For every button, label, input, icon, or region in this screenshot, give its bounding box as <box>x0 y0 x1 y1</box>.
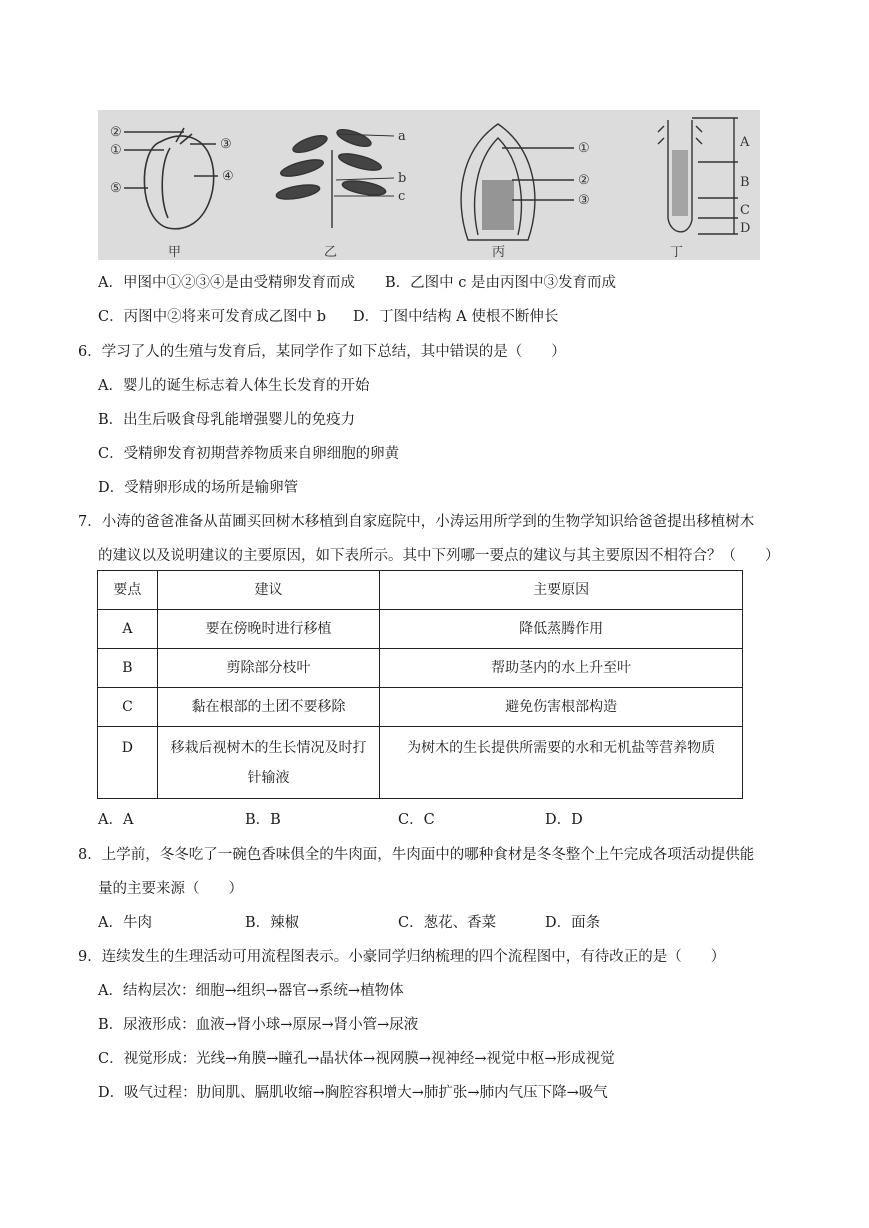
diagram-jia <box>124 128 218 229</box>
biology-figure <box>98 110 760 260</box>
table-header-row <box>98 571 743 610</box>
label-ding-C: C <box>740 203 750 218</box>
table-row <box>98 649 743 688</box>
label-jia-5: ⑤ <box>110 181 122 196</box>
q8-option-b: B．辣椒 <box>245 915 300 931</box>
label-jia-1: ① <box>110 143 122 158</box>
table-row <box>98 727 743 799</box>
diagram-bing <box>461 124 574 240</box>
q5-option-d: D．丁图中结构 A 使根不断伸长 <box>353 309 559 325</box>
q9-option-d: D．吸气过程：肋间肌、膈肌收缩→胸腔容积增大→肺扩张→肺内气压下降→吸气 <box>98 1085 608 1101</box>
q8-option-d: D．面条 <box>545 915 601 931</box>
q7-option-b: B．B <box>245 812 281 828</box>
q5-option-b: B．乙图中 c 是由丙图中③发育而成 <box>385 275 616 291</box>
table-cell: 帮助茎内的水上升至叶 <box>380 649 743 688</box>
table-cell: 黏在根部的土团不要移除 <box>157 688 379 727</box>
table-cell-line: 移栽后视树木的生长情况及时打 <box>170 739 367 756</box>
q6-option-d: D．受精卵形成的场所是输卵管 <box>98 480 299 496</box>
caption-bing: 丙 <box>492 245 506 260</box>
table-cell: A <box>98 610 158 649</box>
q6-option-a: A．婴儿的诞生标志着人体生长发育的开始 <box>98 378 370 394</box>
label-jia-4: ④ <box>222 169 234 184</box>
caption-jia: 甲 <box>168 245 182 260</box>
diagram-yi <box>275 126 394 228</box>
table-cell: 要在傍晚时进行移植 <box>157 610 379 649</box>
label-yi-a: a <box>398 129 406 144</box>
label-jia-3: ③ <box>220 137 232 152</box>
table-cell: 为树木的生长提供所需要的水和无机盐等营养物质 <box>380 727 743 799</box>
table-cell-line: 针输液 <box>247 769 290 786</box>
table-header-cell: 建议 <box>157 571 379 610</box>
q8-stem-line1: 8．上学前，冬冬吃了一碗色香味俱全的牛肉面，牛肉面中的哪种食材是冬冬整个上午完成各项活动提供能 <box>78 847 755 863</box>
q7-stem-line2: 的建议以及说明建议的主要原因，如下表所示。其中下列哪一要点的建议与其主要原因不相符合？（ ） <box>98 548 780 564</box>
q6-stem: 6．学习了人的生殖与发育后，某同学作了如下总结，其中错误的是（ ） <box>78 344 566 360</box>
table-cell: D <box>98 727 158 799</box>
q7-option-c: C．C <box>398 812 435 828</box>
figure-svg <box>98 110 760 260</box>
table-cell: 避免伤害根部构造 <box>380 688 743 727</box>
table-header-cell: 要点 <box>98 571 158 610</box>
label-yi-c: c <box>398 189 406 204</box>
table-cell: 降低蒸腾作用 <box>380 610 743 649</box>
label-jia-2: ② <box>110 125 122 140</box>
q9-option-a: A．结构层次：细胞→组织→器官→系统→植物体 <box>98 983 404 999</box>
q5-option-a: A．甲图中①②③④是由受精卵发育而成 <box>98 275 355 291</box>
label-ding-B: B <box>740 175 750 190</box>
q5-option-c: C．丙图中②将来可发育成乙图中 b <box>98 309 326 325</box>
table-header-cell: 主要原因 <box>380 571 743 610</box>
label-ding-D: D <box>740 221 751 236</box>
q8-stem-line2: 量的主要来源（ ） <box>98 881 243 897</box>
q8-option-a: A．牛肉 <box>98 915 152 931</box>
table-cell-multiline <box>157 727 379 799</box>
q7-stem-line1: 7．小涛的爸爸准备从苗圃买回树木移植到自家庭院中，小涛运用所学到的生物学知识给爸爸提出移植树木 <box>78 514 755 530</box>
q7-option-a: A．A <box>98 812 134 828</box>
diagram-ding <box>658 118 738 234</box>
label-yi-b: b <box>398 171 407 186</box>
table-row <box>98 688 743 727</box>
label-bing-2: ② <box>578 173 590 188</box>
table-row <box>98 610 743 649</box>
q9-option-b: B．尿液形成：血液→肾小球→原尿→肾小管→尿液 <box>98 1017 419 1033</box>
table-cell: 剪除部分枝叶 <box>157 649 379 688</box>
q8-option-c: C．葱花、香菜 <box>398 915 497 931</box>
table-cell: C <box>98 688 158 727</box>
table-cell: B <box>98 649 158 688</box>
q9-option-c: C．视觉形成：光线→角膜→瞳孔→晶状体→视网膜→视神经→视觉中枢→形成视觉 <box>98 1051 615 1067</box>
q7-table <box>97 570 743 799</box>
label-ding-A: A <box>740 135 750 150</box>
caption-yi: 乙 <box>324 245 338 260</box>
q6-option-b: B．出生后吸食母乳能增强婴儿的免疫力 <box>98 412 356 428</box>
q7-option-d: D．D <box>545 812 583 828</box>
q9-stem: 9．连续发生的生理活动可用流程图表示。小豪同学归纳梳理的四个流程图中，有待改正的是（ ） <box>78 949 726 965</box>
label-bing-3: ③ <box>578 193 590 208</box>
caption-ding: 丁 <box>670 245 684 260</box>
q6-option-c: C．受精卵发育初期营养物质来自卵细胞的卵黄 <box>98 446 400 462</box>
label-bing-1: ① <box>578 141 590 156</box>
